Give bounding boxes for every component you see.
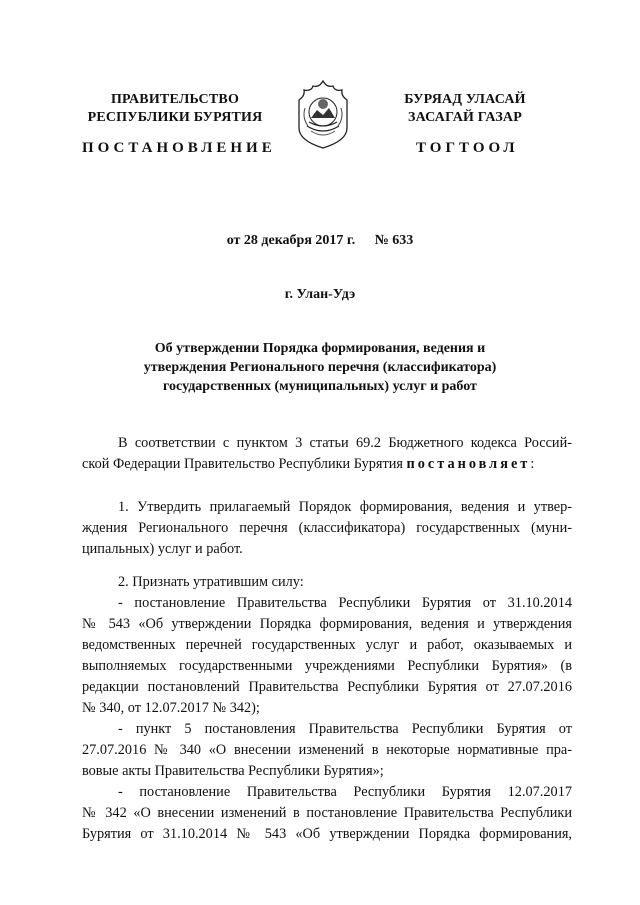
issuer-ru-line2: РЕСПУБЛИКИ БУРЯТИЯ xyxy=(87,110,263,125)
preamble-colon: : xyxy=(530,456,535,472)
preamble-text: ской Федерации Правительство Республики Бурятия xyxy=(82,456,407,472)
item-1-paragraph xyxy=(82,497,572,560)
text-line: выполняемых государственными учреждениями Республики Бурятия» (в xyxy=(82,658,572,674)
text-line: Бурятия от 31.10.2014 № 543 «Об утверждении Порядка формирования, xyxy=(82,826,572,842)
coat-of-arms-emblem xyxy=(296,78,350,150)
doc-type-bua: ТОГТООЛ xyxy=(416,140,519,156)
doc-type-ru: ПОСТАНОВЛЕНИЕ xyxy=(82,140,276,156)
resolution-word: постановляет xyxy=(406,456,531,472)
item-2-paragraph xyxy=(82,572,572,845)
text-line: - постановление Правительства Республики Бурятия от 31.10.2014 xyxy=(118,595,572,611)
text-line: 1. Утвердить прилагаемый Порядок формирования, ведения и утвер- xyxy=(118,499,572,515)
decree-city: г. Улан-Удэ xyxy=(284,287,356,302)
issuer-bua xyxy=(395,91,535,127)
title-line: Об утверждении Порядка формирования, ведения и xyxy=(154,341,486,356)
text-line xyxy=(82,454,572,475)
text-line: - пункт 5 постановления Правительства Республики Бурятия от xyxy=(118,721,572,737)
issuer-ru-line1: ПРАВИТЕЛЬСТВО xyxy=(110,92,240,107)
text-line: № 342 «О внесении изменений в постановление Правительства Республики xyxy=(82,805,572,821)
decree-date: от 28 декабря 2017 г. xyxy=(226,233,356,248)
text-line: № 340, от 12.07.2017 № 342); xyxy=(82,700,260,716)
text-line: ведомственных перечней государственных услуг и работ, оказываемых и xyxy=(82,637,572,653)
text-line: редакции постановлений Правительства Республики Бурятия от 27.07.2016 xyxy=(82,679,572,695)
text-line: В соответствии с пунктом 3 статьи 69.2 Бюджетного кодекса Россий- xyxy=(118,435,572,451)
text-line: вовые акты Правительства Республики Бурятия»; xyxy=(82,763,384,779)
text-line: 2. Признать утратившим силу: xyxy=(118,574,304,590)
text-line: № 543 «Об утверждении Порядка формирования, ведения и утверждения xyxy=(82,616,572,632)
text-line: ждения Регионального перечня (классификатора) государственных (муни- xyxy=(82,520,572,536)
text-line: - постановление Правительства Республики Бурятия 12.07.2017 xyxy=(118,784,572,800)
title-line: государственных (муниципальных) услуг и работ xyxy=(163,379,477,394)
issuer-ru xyxy=(85,91,265,127)
issuer-bua-line1: БУРЯАД УЛАСАЙ xyxy=(404,92,526,107)
issuer-bua-line2: ЗАСАГАЙ ГАЗАР xyxy=(407,110,522,125)
decree-title xyxy=(120,339,520,396)
date-number-line xyxy=(0,233,640,249)
text-line: 27.07.2016 № 340 «О внесении изменений в некоторые нормативные пра- xyxy=(82,742,572,758)
preamble-paragraph xyxy=(82,433,572,475)
decree-number: № 633 xyxy=(374,233,414,248)
text-line: ципальных) услуг и работ. xyxy=(82,541,243,557)
title-line: утверждения Регионального перечня (классификатора) xyxy=(143,360,497,375)
